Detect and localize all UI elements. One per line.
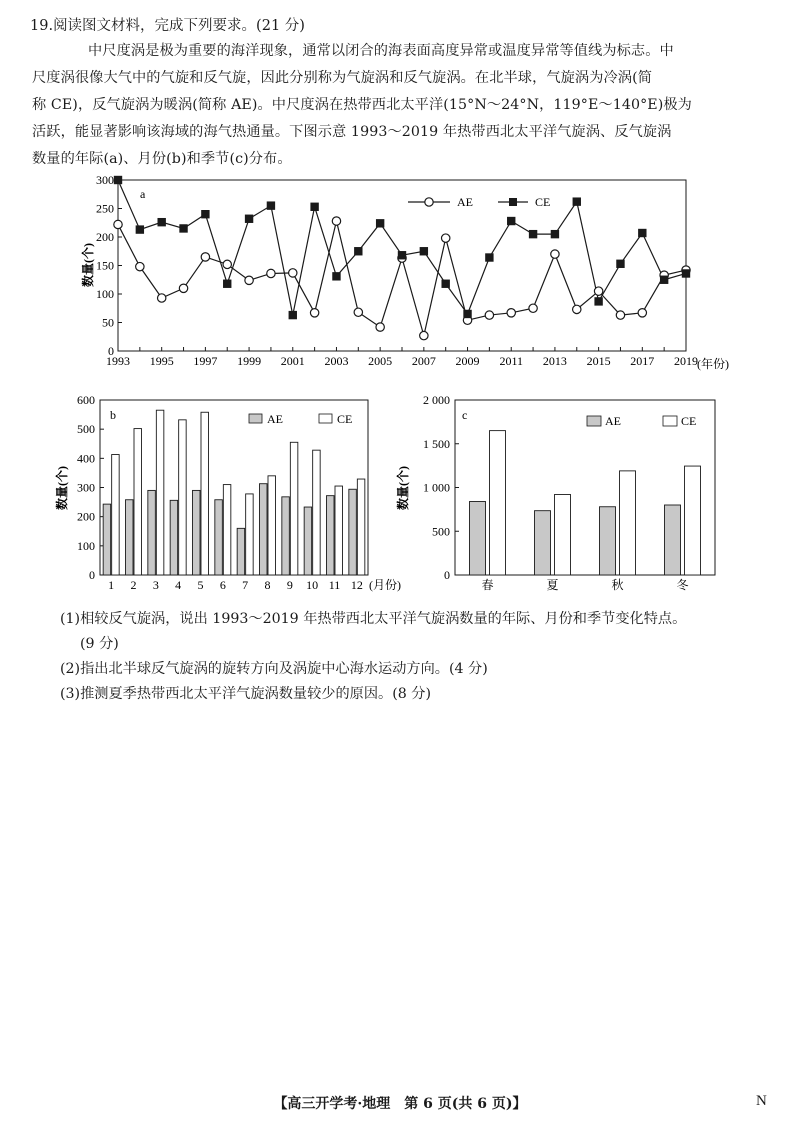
chart-a-ylabel: 数量(个) [81,243,95,287]
bar-ae [193,490,201,575]
x-tick-label: 2009 [455,354,480,368]
x-tick-label: 2019 [674,354,698,368]
x-tick-label: 12 [350,578,363,592]
bar-ae [327,496,335,575]
point-ae [354,308,362,316]
x-tick-label: 1 [108,578,115,592]
legend-ce-label: CE [681,414,697,428]
series-line-ae [118,221,686,336]
bar-ce [112,455,120,575]
point-ae [638,309,646,317]
x-tick-label: 2003 [324,354,349,368]
point-ce [179,224,187,232]
bar-ce [179,420,187,575]
intro-line: 中尺度涡是极为重要的海洋现象，通常以闭合的海表面高度异常或温度异常等值线为标志。中 [88,43,674,59]
sub-question-1-score: (9 分) [80,636,119,652]
y-tick-label: 1 500 [423,436,450,451]
y-tick-label: 0 [444,568,450,582]
point-ce [594,297,602,305]
x-tick-label: 2017 [630,354,655,368]
point-ae [114,220,122,228]
point-ce [223,280,231,288]
point-ce [114,176,122,184]
bar-ae [349,489,357,575]
y-tick-label: 100 [77,538,95,553]
point-ae [594,287,602,295]
chart-a-annual [80,173,740,378]
x-tick-label: 1997 [193,354,218,368]
bar-ae [103,504,111,575]
point-ce [332,272,340,280]
y-tick-label: 300 [96,173,114,187]
paper-version-letter: N [756,1093,767,1109]
point-ce [507,217,515,225]
bar-ce [156,410,164,575]
x-tick-label: 9 [286,578,293,592]
bar-ce [357,479,365,575]
y-tick-label: 1 000 [423,480,450,495]
point-ae [310,309,318,317]
legend-ae-marker [425,198,433,206]
x-tick-label: 5 [197,578,204,592]
point-ae [507,309,515,317]
y-tick-label: 0 [108,344,114,358]
y-tick-label: 2 000 [423,393,450,407]
point-ce [638,229,646,237]
bar-ce [335,486,343,575]
point-ce [157,218,165,226]
x-tick-label: 1995 [149,354,174,368]
point-ce [441,280,449,288]
y-tick-label: 250 [96,201,114,216]
intro-line: 数量的年际(a)、月份(b)和季节(c)分布。 [32,151,292,167]
point-ae [223,260,231,268]
x-tick-label: 10 [306,578,319,592]
y-tick-label: 150 [96,258,114,273]
bar-ae [470,502,486,576]
bar-ce [246,494,254,575]
point-ce [245,215,253,223]
bar-ae [215,500,223,575]
question-number: 19. [30,18,54,34]
legend-ae-swatch [249,414,262,423]
y-tick-label: 100 [96,287,114,301]
chart-a-frame [118,180,686,351]
point-ce [573,197,581,205]
bar-ce [490,431,506,575]
x-tick-label: 11 [328,578,341,592]
y-tick-label: 300 [77,480,95,495]
x-tick-label: 2007 [411,354,436,368]
chart-b-ylabel: 数量(个) [55,466,69,510]
chart-a-legend [408,195,550,209]
chart-c-ylabel: 数量(个) [396,466,410,510]
x-tick-label: 秋 [611,578,624,592]
bar-ae [170,500,178,575]
bar-ce [620,471,636,575]
point-ae [573,305,581,313]
x-tick-label: 2011 [499,354,524,368]
point-ce [267,201,275,209]
point-ce [136,225,144,233]
point-ce [398,251,406,259]
bar-ae [126,500,134,575]
bar-ae [237,528,245,575]
point-ce [420,247,428,255]
point-ce [201,210,209,218]
chart-b-panel-label: b [110,408,116,422]
sub-question-1: (1)相较反气旋涡，说出 1993～2019 年热带西北太平洋气旋涡数量的年际、月份和季节变化特点。 [60,611,687,627]
point-ae [289,269,297,277]
point-ae [201,253,209,261]
x-tick-label: 2001 [280,354,305,368]
chart-c-seasonal [395,390,735,595]
x-tick-label: 冬 [676,578,689,592]
chart-a-panel-label: a [140,187,146,201]
legend-ae-label: AE [605,414,621,428]
y-tick-label: 400 [77,451,95,466]
y-tick-label: 200 [77,509,95,524]
bar-ae [282,497,290,575]
chart-b-legend [249,412,352,426]
bar-ce [223,485,231,575]
point-ce [529,230,537,238]
question-title-text: 阅读图文材料，完成下列要求。(21 分) [53,18,305,34]
page-footer: 【高三开学考·地理 第 6 页(共 6 页)】 [273,1096,527,1112]
intro-line: 称 CE)，反气旋涡为暖涡(简称 AE)。中尺度涡在热带西北太平洋(15°N～24°N，119°E～140°E)极为 [32,97,692,113]
legend-ce-label: CE [337,412,353,426]
point-ae [245,276,253,284]
x-tick-label: 2 [130,578,137,592]
point-ae [376,323,384,331]
bar-ae [260,484,268,575]
x-tick-label: 2013 [542,354,567,368]
x-tick-label: 2005 [368,354,393,368]
point-ce [354,247,362,255]
bar-ae [148,490,156,575]
bar-ce [134,429,142,575]
legend-ce-swatch [319,414,332,423]
x-tick-label: 春 [481,578,494,592]
bar-ae [600,507,616,575]
chart-b-monthly [55,390,415,595]
y-tick-label: 200 [96,230,114,244]
point-ae [332,217,340,225]
intro-paragraph [32,38,772,173]
point-ce [660,276,668,284]
point-ae [157,294,165,302]
intro-line: 活跃，能显著影响该海域的海气热通量。下图示意 1993～2019 年热带西北太平洋气旋涡、反气旋涡 [32,124,672,140]
x-tick-label: 8 [264,578,271,592]
legend-ce-marker [509,198,517,206]
x-tick-label: 6 [219,578,226,592]
point-ae [441,234,449,242]
point-ae [485,311,493,319]
sub-question-3: (3)推测夏季热带西北太平洋气旋涡数量较少的原因。(8 分) [60,686,432,702]
point-ae [551,250,559,258]
x-tick-label: 1993 [106,354,130,368]
chart-b-xlabel: (月份) [369,578,401,592]
x-tick-label: 3 [152,578,159,592]
point-ae [136,262,144,270]
x-tick-label: 4 [175,578,182,592]
point-ce [551,230,559,238]
point-ce [485,253,493,261]
y-tick-label: 500 [432,524,450,539]
y-tick-label: 500 [77,422,95,437]
y-tick-label: 0 [89,568,95,582]
bar-ce [313,450,321,575]
bar-ce [290,442,298,575]
legend-ae-label: AE [457,195,473,209]
point-ae [420,331,428,339]
chart-a-xlabel: (年份) [697,357,729,371]
x-tick-label: 夏 [546,578,559,592]
point-ce [289,311,297,319]
legend-ce-swatch [663,416,677,426]
bar-ae [535,511,551,575]
legend-ce-label: CE [535,195,551,209]
bar-ce [201,412,209,575]
bar-ce [268,476,276,575]
point-ae [529,304,537,312]
point-ae [179,284,187,292]
sub-question-2: (2)指出北半球反气旋涡的旋转方向及涡旋中心海水运动方向。(4 分) [60,661,488,677]
bar-ae [304,507,312,575]
intro-line: 尺度涡很像大气中的气旋和反气旋，因此分别称为气旋涡和反气旋涡。在北半球，气旋涡为冷涡(简 [32,70,653,86]
point-ce [682,269,690,277]
x-tick-label: 1999 [237,354,262,368]
legend-ae-swatch [587,416,601,426]
x-tick-label: 7 [242,578,249,592]
point-ae [267,269,275,277]
bar-ce [685,466,701,575]
legend-ae-label: AE [267,412,283,426]
question-title [30,14,305,35]
point-ce [310,203,318,211]
point-ce [463,310,471,318]
chart-c-panel-label: c [462,408,468,422]
point-ce [616,260,624,268]
y-tick-label: 600 [77,393,95,407]
x-tick-label: 2015 [586,354,611,368]
chart-c-legend [587,414,696,428]
point-ae [616,311,624,319]
bar-ae [665,505,681,575]
bar-ce [555,495,571,576]
point-ce [376,219,384,227]
y-tick-label: 50 [102,315,114,330]
